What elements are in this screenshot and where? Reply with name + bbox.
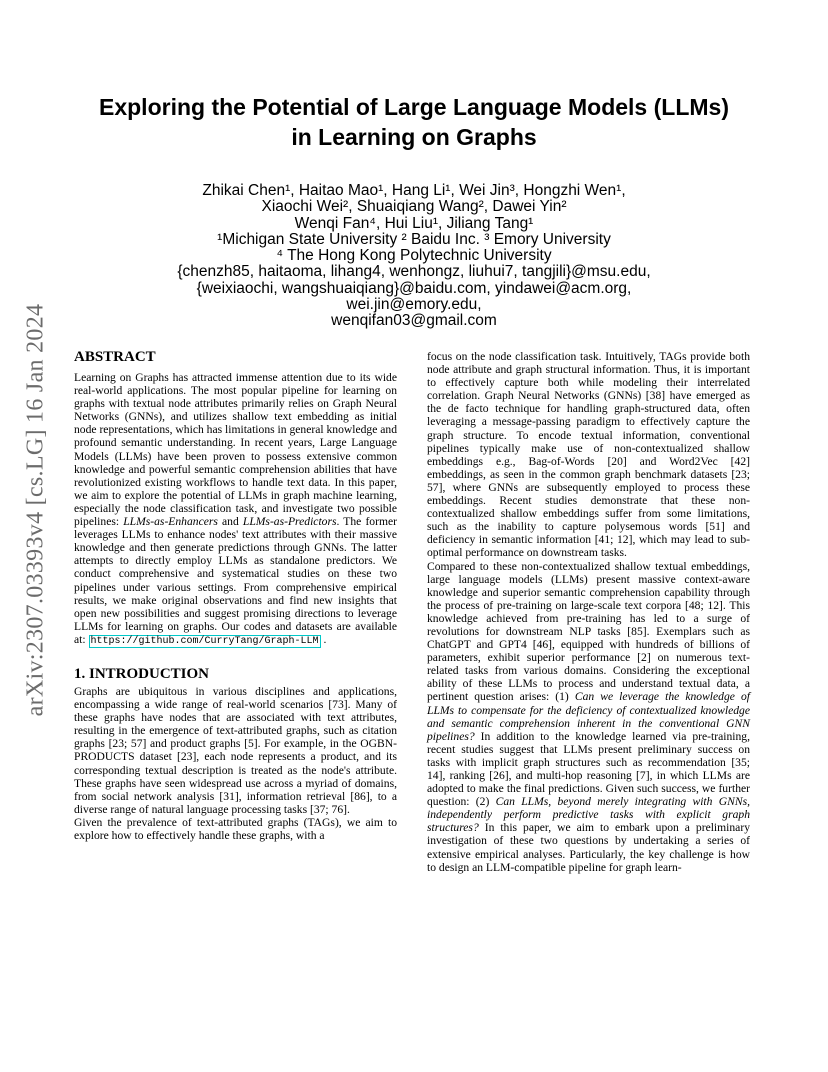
title-line-1: Exploring the Potential of Large Language Models (LLMs) [99, 94, 729, 120]
research-question-1: Can we leverage the knowledge of LLMs to compensate for the deficiency of contextualized knowledge and semantic comprehension inherent in the conventional GNN pipelines? [427, 690, 750, 743]
github-link[interactable]: https://github.com/CurryTang/Graph-LLM [90, 635, 319, 647]
intro-paragraph-3: focus on the node classification task. Intuitively, TAGs provide both node attribute and graph structural information. Thus, it is important to effectively capture both while modeling their interrelated correlation. Graph Neural Networks (GNNs) [38] have emerged as the de facto technique for handling graph-structured data, often leveraging a message-passing paradigm to effectively capture the graph structure. To encode textual information, conventional pipelines typically make use of non-contextualized shallow embeddings e.g., Bag-of-Words [20] and Word2Vec [42] embeddings, as seen in the common graph benchmark datasets [23; 57], where GNNs are subsequently employed to process these embeddings. Recent studies demonstrate that these non-contextualized shallow embeddings suffer from some limitations, such as the inability to capture polysemous words [51] and deficiency in semantic information [41; 12], which may lead to sub-optimal performance on downstream tasks. [427, 350, 750, 560]
email-line: wei.jin@emory.edu, [346, 296, 482, 314]
title-line-2: in Learning on Graphs [291, 124, 537, 150]
right-column [427, 350, 750, 874]
author-line: Xiaochi Wei², Shuaiqiang Wang², Dawei Yin² [261, 198, 567, 216]
author-block [40, 183, 788, 330]
pipeline-enhancers: LLMs-as-Enhancers [123, 515, 218, 529]
email-line: wenqifan03@gmail.com [331, 312, 497, 330]
intro-paragraph-1: Graphs are ubiquitous in various disciplines and applications, encompassing a wide range of real-world scenarios [73]. Many of these graphs have nodes that are associated with text attributes, resulting in the emergence of text-attributed graphs, such as citation graphs [23; 57] and product graphs [5]. For example, in the OGBN-PRODUCTS dataset [23], each node represents a product, and its corresponding textual description is treated as the node's attribute. These graphs have seen widespread use across a myriad of domains, from social network analysis [31], information retrieval [86], to a diverse range of natural language processing tasks [37; 76]. [74, 684, 397, 816]
arxiv-identifier [14, 290, 58, 730]
abstract-heading: ABSTRACT [74, 349, 156, 365]
intro-paragraph-2: Given the prevalence of text-attributed graphs (TAGs), we aim to explore how to effectively handle these graphs, with a [74, 815, 397, 842]
email-line: {weixiaochi, wangshuaiqiang}@baidu.com, yindawei@acm.org, [196, 279, 632, 297]
abstract-text: Learning on Graphs has attracted immense attention due to its wide real-world applications. The most popular pipeline for learning on graphs with textual node attributes primarily relies on Graph Neural Networks (GNNs), and utilizes shallow text embedding as initial node representations, which has limitations in general knowledge and profound semantic understanding. In recent years, Large Language Models (LLMs) have been proven to possess extensive common knowledge and powerful semantic comprehension abilities that have revolutionized existing workflows to handle text data. In this paper, we aim to explore the potential of LLMs in graph machine learning, especially the node classification task, and investigate two possible pipelines: LLMs-as-Enhancers and LLMs-as-Predictors. The former leverages LLMs to enhance nodes' text attributes with their massive knowledge and then generate predictions through GNNs. The latter attempts to directly employ LLMs as standalone predictors. We conduct comprehensive and systematical studies on these two pipelines under various settings. From comprehensive empirical results, we make original observations and find new insights that open new possibilities and suggest promising directions to leverage LLMs for learning on graphs. Our codes and datasets are available at: https://github.com/CurryTang/Graph-LLM . [74, 371, 397, 647]
research-question-2: Can LLMs, beyond merely integrating with GNNs, independently perform predictive tasks with explicit graph structures? [427, 795, 750, 835]
email-line: {chenzh85, haitaoma, lihang4, wenhongz, liuhui7, tangjili}@msu.edu, [177, 263, 651, 281]
intro-paragraph-4: Compared to these non-contextualized shallow textual embeddings, large language models (LLMs) present massive context-aware knowledge and superior semantic comprehension capability through the process of pre-training on large-scale text corpora [48; 12]. This knowledge achieved from pre-training has led to a surge of revolutions for downstream NLP tasks [85]. Exemplars such as ChatGPT and GPT4 [46], equipped with hundreds of billions of parameters, exhibit superior performance [2] on numerous text-related tasks from various domains. Considering the exceptional ability of these LLMs to process and understand textual data, a pertinent question arises: (1) Can we leverage the knowledge of LLMs to compensate for the deficiency of contextualized knowledge and semantic comprehension inherent in the conventional GNN pipelines? In addition to the knowledge learned via pre-training, recent studies suggest that LLMs present preliminary success on tasks with implicit graph structures such as recommendation [35; 14], ranking [26], and multi-hop reasoning [7], in which LLMs are adopted to make the final predictions. Given such success, we further question: (2) Can LLMs, beyond merely integrating with GNNs, independently perform predictive tasks with explicit graph structures? In this paper, we aim to embark upon a preliminary investigation of these two questions by undertaking a series of extensive empirical analyses. Particularly, the key challenge is how to design an LLM-compatible pipeline for graph learn- [427, 559, 750, 874]
author-line: Zhikai Chen¹, Haitao Mao¹, Hang Li¹, Wei Jin³, Hongzhi Wen¹, [202, 182, 626, 199]
affiliation-line: ⁴ The Hong Kong Polytechnic University [276, 247, 552, 265]
author-line: Wenqi Fan⁴, Hui Liu¹, Jiliang Tang¹ [294, 214, 534, 232]
introduction-heading: 1. INTRODUCTION [74, 665, 210, 682]
paper-title [40, 92, 788, 152]
left-column [74, 348, 397, 842]
arxiv-id-text: arXiv:2307.03393v4 [cs.LG] 16 Jan 2024 [22, 303, 49, 717]
affiliation-line: ¹Michigan State University ² Baidu Inc. ³ Emory University [217, 230, 611, 248]
pipeline-predictors: LLMs-as-Predictors [242, 515, 337, 529]
